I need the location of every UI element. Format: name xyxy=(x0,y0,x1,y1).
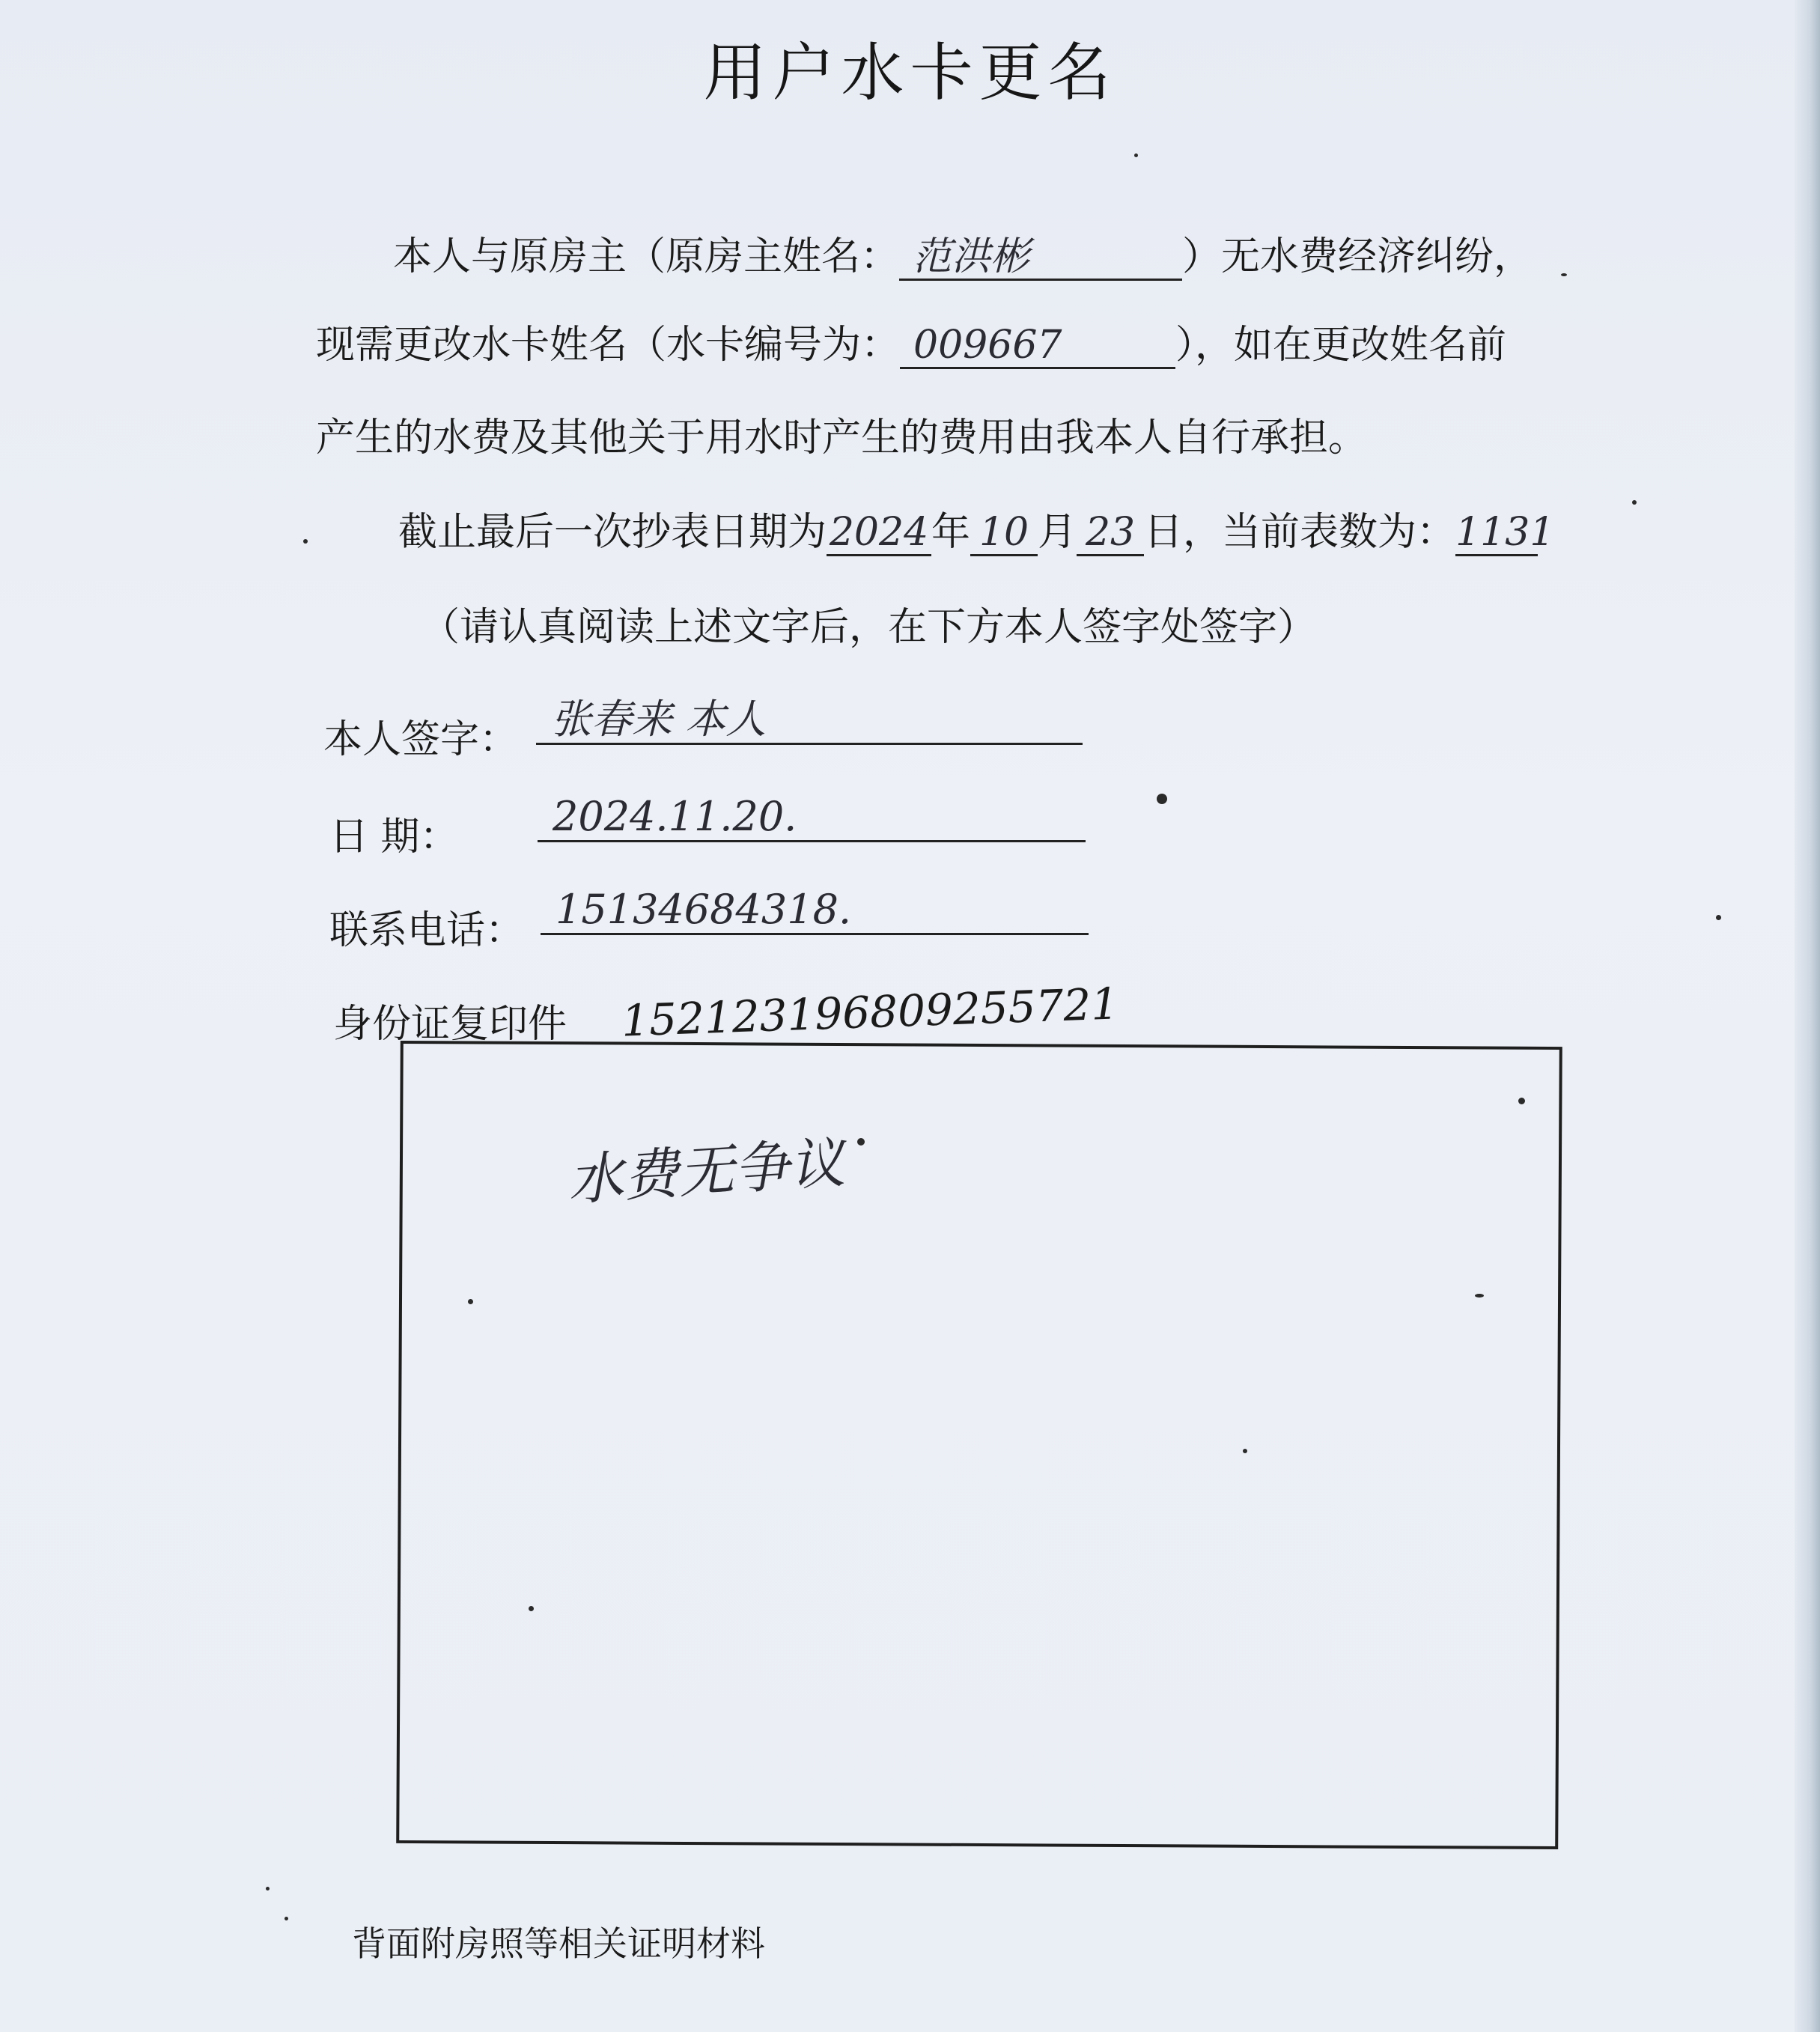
scan-speck xyxy=(1134,153,1138,157)
reading-year: 2024 xyxy=(827,511,931,556)
paragraph-line-1 xyxy=(393,225,1533,281)
scan-speck xyxy=(1632,500,1637,505)
line-2-prefix: 现需更改水卡姓名（水卡编号为： xyxy=(316,323,901,368)
scan-speck xyxy=(284,1917,288,1920)
scan-speck xyxy=(1157,794,1167,804)
id-number: 152123196809255721 xyxy=(621,978,1120,1047)
scan-speck xyxy=(303,539,308,544)
line-2-suffix: ），如在更改姓名前 xyxy=(1175,323,1507,368)
reading-day: 23 xyxy=(1077,511,1144,556)
scan-speck xyxy=(1518,1098,1525,1104)
date-label: 日 期： xyxy=(329,815,459,860)
scan-speck xyxy=(529,1606,534,1611)
paragraph-line-2 xyxy=(316,313,1506,369)
id-copy-label: 身份证复印件 xyxy=(333,1002,567,1047)
id-photocopy-box xyxy=(396,1041,1562,1849)
scan-speck xyxy=(1716,915,1721,920)
scan-speck xyxy=(857,1138,865,1146)
footer-note: 背面附房照等相关证明材料 xyxy=(352,1923,765,1964)
reading-month: 10 xyxy=(970,511,1038,556)
signature-value: 张春来 本人 xyxy=(536,696,1083,745)
scan-speck xyxy=(1243,1449,1247,1453)
phone-value: 15134684318. xyxy=(541,886,1089,935)
document-title: 用户水卡更名 xyxy=(703,36,1117,109)
signature-label: 本人签字： xyxy=(323,717,519,762)
scan-speck xyxy=(266,1887,270,1890)
paper-edge-shadow xyxy=(1795,0,1820,2032)
line-4-prefix: 截止最后一次抄表日期为 xyxy=(398,510,827,555)
scan-speck xyxy=(1475,1294,1484,1298)
scan-speck xyxy=(1561,273,1567,276)
month-label: 月 xyxy=(1038,510,1077,555)
date-value: 2024.11.20. xyxy=(538,794,1086,842)
signing-instruction: （请认真阅读上述文字后，在下方本人签字处签字） xyxy=(421,605,1317,650)
year-label: 年 xyxy=(931,510,971,555)
phone-label: 联系电话： xyxy=(329,908,525,953)
original-owner-name: 范洪彬 xyxy=(899,236,1182,281)
line-1-prefix: 本人与原房主（原房主姓名： xyxy=(393,234,900,279)
meter-reading: 1131 xyxy=(1455,511,1538,556)
water-card-number: 009667 xyxy=(900,324,1175,369)
day-label: 日，当前表数为： xyxy=(1144,510,1456,555)
handwritten-note: 水费无争议 xyxy=(565,1131,847,1213)
scan-speck xyxy=(468,1299,473,1304)
paragraph-line-4 xyxy=(398,500,1555,556)
line-1-suffix: ）无水费经济纠纷， xyxy=(1182,234,1533,279)
paragraph-line-3: 产生的水费及其他关于用水时产生的费用由我本人自行承担。 xyxy=(316,416,1368,460)
